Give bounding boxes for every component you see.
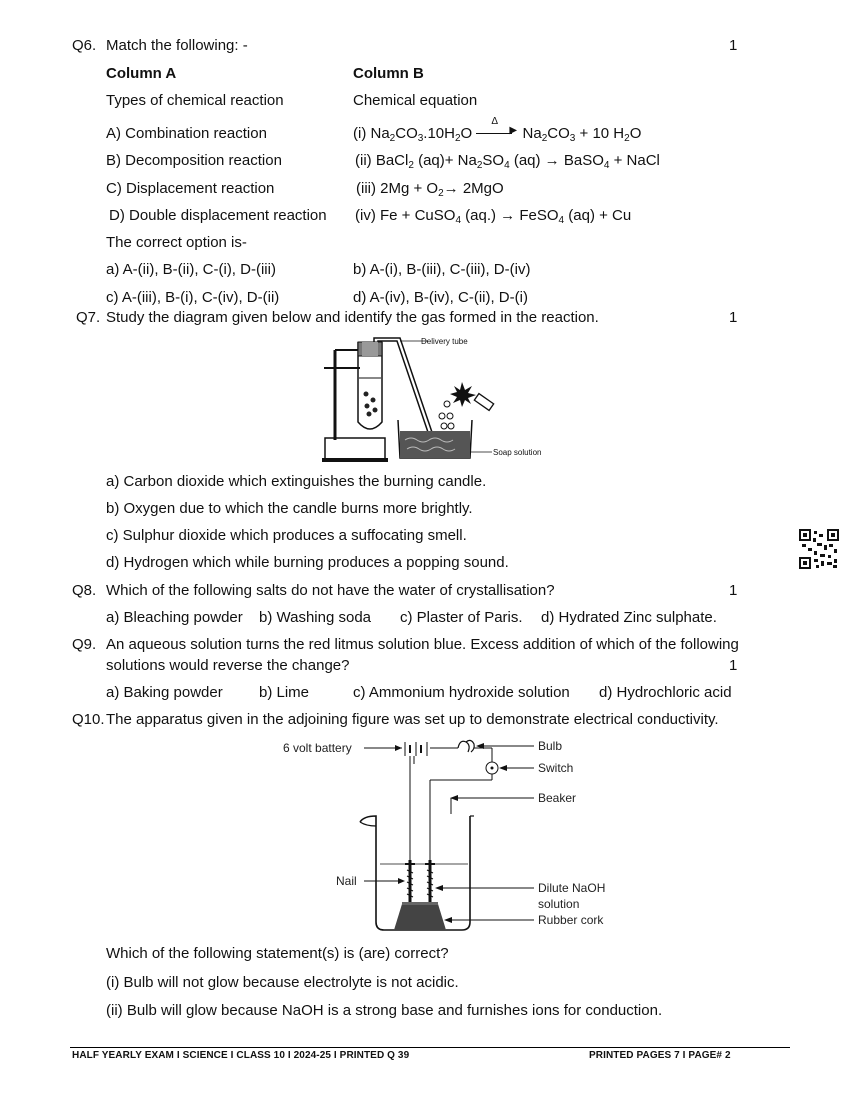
- q9-question-line2: solutions would reverse the change?: [106, 657, 350, 674]
- q8-option-a: a) Bleaching powder: [106, 609, 243, 626]
- q6-row-a: A) Combination reaction: [106, 125, 267, 142]
- granule: [364, 392, 369, 397]
- delivery-tube-label: Delivery tube: [421, 337, 468, 346]
- q10-question: The apparatus given in the adjoining figure was set up to demonstrate electrical conductivity.: [106, 711, 719, 728]
- switch-label: Switch: [538, 761, 574, 775]
- q7-question: Study the diagram given below and identify the gas formed in the reaction.: [106, 309, 599, 326]
- column-b-header: Column B: [353, 65, 424, 82]
- q7-number: Q7.: [76, 309, 101, 326]
- column-b-subheader: Chemical equation: [353, 92, 478, 109]
- q6-number: Q6.: [72, 37, 97, 54]
- q6-row-d: D) Double displacement reaction: [109, 207, 327, 224]
- q6-option-a: a) A-(ii), B-(ii), C-(i), D-(iii): [106, 261, 276, 278]
- footer-divider: [70, 1047, 790, 1048]
- q8-number: Q8.: [72, 582, 97, 599]
- q6-row-c: C) Displacement reaction: [106, 180, 275, 197]
- q7-marks: 1: [729, 309, 738, 326]
- q6-marks: 1: [729, 37, 738, 54]
- q10-statement-i: (i) Bulb will not glow because electrolyte is not acidic.: [106, 974, 459, 991]
- q8-marks: 1: [729, 582, 738, 599]
- q6-question: Match the following: -: [106, 37, 248, 54]
- q7-option-d: d) Hydrogen which while burning produces a popping sound.: [106, 554, 509, 571]
- bulb-label: Bulb: [538, 739, 563, 753]
- granule: [367, 412, 372, 417]
- battery-label: 6 volt battery: [283, 741, 352, 755]
- q9-number: Q9.: [72, 636, 97, 653]
- footer-exam-info: HALF YEARLY EXAM I SCIENCE I CLASS 10 I 2024-25 I PRINTED Q 39: [72, 1050, 410, 1061]
- column-a-subheader: Types of chemical reaction: [106, 92, 284, 109]
- q7-option-c: c) Sulphur dioxide which produces a suffocating smell.: [106, 527, 467, 544]
- granule: [371, 398, 376, 403]
- q9-option-b: b) Lime: [259, 684, 310, 701]
- q8-option-c: c) Plaster of Paris.: [400, 609, 523, 626]
- soap-solution-label: Soap solution: [493, 448, 542, 457]
- conductivity-apparatus-diagram: [280, 734, 640, 938]
- granule: [373, 408, 378, 413]
- beaker-label: Beaker: [538, 791, 577, 805]
- qr-code: [799, 529, 839, 569]
- q8-option-b: b) Washing soda: [259, 609, 372, 626]
- q7-option-a: a) Carbon dioxide which extinguishes the burning candle.: [106, 473, 487, 490]
- q9-question-line1: An aqueous solution turns the red litmus solution blue. Excess addition of which of the following: [106, 636, 739, 653]
- nail-label: Nail: [336, 874, 357, 888]
- q8-question: Which of the following salts do not have the water of crystallisation?: [106, 582, 555, 599]
- equation-i: (i) $Na_2CO_3.10H_2O$ Δ ▶ $Na_2CO_3 + 10$ $H_2O$: [353, 116, 642, 144]
- q6-option-d: d) A-(iv), B-(iv), C-(ii), D-(i): [353, 289, 528, 306]
- column-a-header: Column A: [106, 65, 177, 82]
- q7-option-b: b) Oxygen due to which the candle burns more brightly.: [106, 500, 473, 517]
- equation-iii: (iii) $2Mg + O_2\to 2MgO$: [356, 180, 504, 199]
- q9-option-d: d) Hydrochloric acid: [599, 684, 732, 701]
- naoh-label-line1: Dilute NaOH: [538, 881, 606, 895]
- gas-apparatus-diagram: [310, 332, 550, 468]
- equation-ii: (ii) BaCl$_2$ $(aq)+ Na_2SO_4$ (aq) → BaSO$_4$ + NaCl: [355, 152, 660, 171]
- q10-number: Q10.: [72, 711, 105, 728]
- q6-prompt: The correct option is-: [106, 234, 247, 251]
- q9-option-c: c) Ammonium hydroxide solution: [353, 684, 570, 701]
- q6-option-c: c) A-(iii), B-(i), C-(iv), D-(ii): [106, 289, 280, 306]
- q9-option-a: a) Baking powder: [106, 684, 223, 701]
- naoh-label-line2: solution: [538, 897, 580, 911]
- granule: [365, 404, 370, 409]
- q10-statement-ii: (ii) Bulb will glow because NaOH is a strong base and furnishes ions for conduction.: [106, 1002, 663, 1019]
- equation-iv: (iv) Fe + CuSO$_4$ (aq.) → FeSO$_4$ (aq) + Cu: [355, 207, 632, 226]
- q8-option-d: d) Hydrated Zinc sulphate.: [541, 609, 717, 626]
- q6-row-b: B) Decomposition reaction: [106, 152, 282, 169]
- footer-page-info: PRINTED PAGES 7 I PAGE# 2: [589, 1050, 731, 1061]
- q6-option-b: b) A-(i), B-(iii), C-(iii), D-(iv): [353, 261, 531, 278]
- q10-prompt: Which of the following statement(s) is (are) correct?: [106, 945, 449, 962]
- q9-marks: 1: [729, 657, 738, 674]
- cork-label: Rubber cork: [538, 913, 604, 927]
